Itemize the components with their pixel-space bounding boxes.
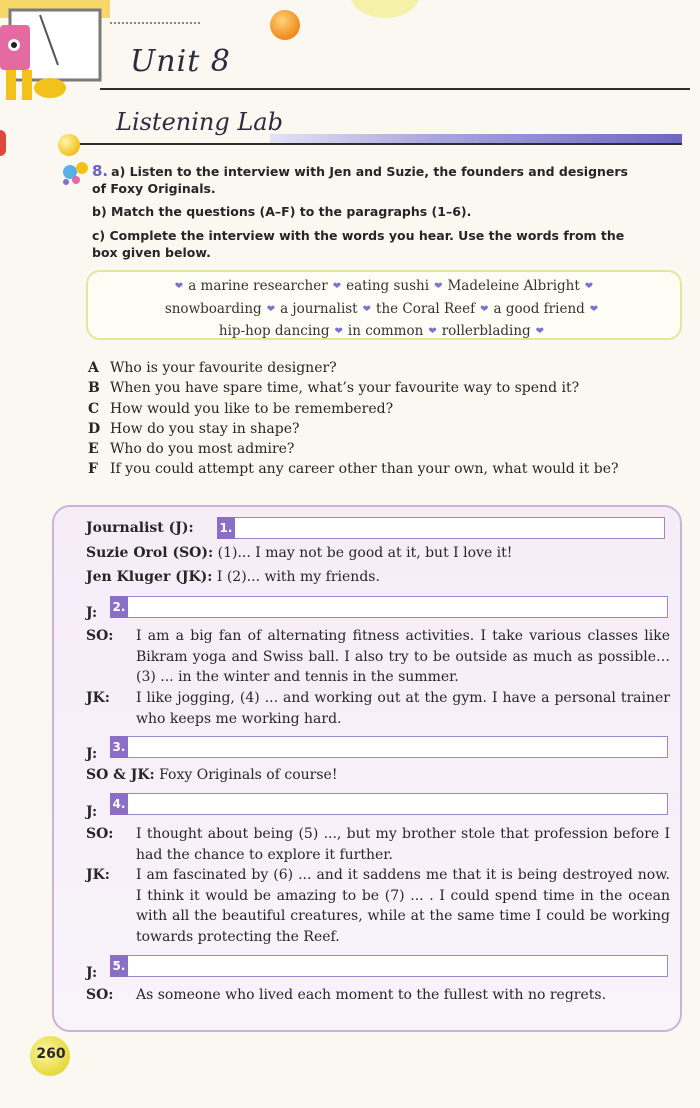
exercise-number: 8. [92, 162, 109, 180]
bullet-icon: ❤ [174, 281, 184, 292]
answer-badge-4: 4. [110, 793, 128, 815]
section-rule [70, 143, 682, 145]
question-letter: F [88, 461, 98, 478]
so-jk-label: SO & JK: [86, 767, 155, 783]
instruction-c-cont: box given below. [92, 245, 211, 260]
question-item [88, 459, 688, 479]
word-box-line-2 [100, 299, 668, 322]
word-box-line-3 [100, 321, 668, 344]
red-edge-decoration [0, 130, 6, 156]
question-letter: D [88, 420, 101, 437]
bullet-icon: ❤ [334, 326, 343, 337]
suzie-label: Suzie Orol (SO): [86, 545, 214, 561]
page-number: 260 [36, 1046, 66, 1062]
jen-label: Jen Kluger (JK): [86, 569, 213, 585]
j-label: J: [86, 965, 98, 981]
answer-badge-5: 5. [110, 955, 128, 977]
answer-field-1[interactable] [217, 517, 665, 539]
answer-badge-1: 1. [217, 517, 235, 539]
question-item [88, 399, 688, 419]
bullet-icon: ❤ [428, 326, 437, 337]
header-rule [100, 88, 690, 90]
question-text: Who is your favourite designer? [110, 360, 337, 376]
so-answer-4: I thought about being (5) ..., but my brother stole that profession before I had the chance to explore it further. [136, 826, 670, 863]
question-text: If you could attempt any career other than your own, what would it be? [110, 461, 619, 478]
bullet-icon: ❤ [266, 303, 276, 315]
word-item: a marine researcher [188, 278, 328, 294]
question-letter: E [88, 441, 99, 458]
question-letter: C [88, 400, 100, 417]
so-answer-2: I am a big fan of alternating fitness activities. I take various classes like Bikram yoga and Swiss ball. I also try to be outside as much as possible… (3) ... in the winter and tennis in the summer. [136, 628, 670, 685]
word-item: snowboarding [164, 300, 262, 317]
word-item: the Coral Reef [376, 300, 476, 317]
bullet-icon: ❤ [362, 303, 372, 315]
bullet-icon: ❤ [535, 326, 545, 337]
whiteboard-mascot-illustration [0, 0, 110, 120]
word-box-line-1 [100, 276, 668, 299]
bullet-icon: ❤ [332, 281, 342, 292]
j-label: J: [86, 605, 98, 621]
so-label: SO: [86, 987, 114, 1003]
jk-answer-2: I like jogging, (4) ... and working out at the gym. I have a personal trainer who keeps me working hard. [136, 690, 670, 727]
j-label: J: [86, 746, 98, 762]
question-text: When you have spare time, what’s your favourite way to spend it? [110, 380, 580, 397]
question-list [88, 358, 688, 480]
word-box [86, 270, 682, 340]
word-item: Madeleine Albright [447, 278, 580, 294]
word-item: hip-hop dancing [218, 323, 330, 339]
unit-title: Unit 8 [130, 44, 231, 79]
so-jk-line [86, 765, 337, 785]
question-item [88, 439, 688, 459]
word-item: in common [347, 323, 424, 339]
jk-answer-4: I am fascinated by (6) ... and it saddens me that it is being destroyed now. I think it would be amazing to be (7) ... . I could spend time in the ocean with all the beautiful creatures, while at the same time I could be working towards protecting the Reef. [136, 867, 670, 945]
so-label: SO: [86, 826, 114, 842]
question-letter: A [88, 360, 99, 376]
so-label: SO: [86, 628, 114, 644]
answer-badge-3: 3. [110, 736, 128, 758]
question-text: How would you like to be remembered? [110, 400, 394, 417]
answer-field-3[interactable] [110, 736, 668, 758]
so-jk-answer-3: Foxy Originals of course! [159, 767, 338, 783]
section-title: Listening Lab [116, 108, 283, 136]
question-text: How do you stay in shape? [110, 420, 300, 437]
question-text: Who do you most admire? [110, 441, 295, 458]
word-item: a good friend [493, 300, 585, 317]
word-item: a journalist [280, 300, 358, 317]
j-label: J: [86, 804, 98, 820]
yellow-arc-decoration [350, 0, 420, 18]
word-item: rollerblading [441, 323, 531, 339]
question-letter: B [88, 380, 100, 397]
dotted-line-decoration [110, 22, 200, 24]
answer-field-4[interactable] [110, 793, 668, 815]
orange-ball-decoration [270, 10, 300, 40]
instruction-a [92, 163, 628, 180]
jen-text-1: I (2)... with my friends. [216, 569, 380, 585]
question-item [88, 419, 688, 439]
instruction-a-cont: of Foxy Originals. [92, 181, 216, 196]
word-item: eating sushi [346, 278, 430, 294]
bullet-icon: ❤ [480, 303, 489, 315]
bullet-icon: ❤ [584, 281, 594, 292]
jen-line [86, 567, 380, 587]
jk-label: JK: [86, 690, 110, 706]
suzie-line [86, 543, 512, 563]
bullet-icon: ❤ [434, 281, 443, 292]
so-answer-5: As someone who lived each moment to the fullest with no regrets. [136, 987, 607, 1003]
instruction-a-line1: a) Listen to the interview with Jen and Suzie, the founders and designers [111, 164, 628, 179]
bullet-icon: ❤ [589, 303, 599, 315]
question-item [88, 378, 688, 398]
jk-label: JK: [86, 867, 110, 883]
journalist-label: Journalist (J): [86, 520, 194, 536]
instruction-b: b) Match the questions (A–F) to the paragraphs (1–6). [92, 204, 472, 219]
answer-field-2[interactable] [110, 596, 668, 618]
headphones-icon [60, 158, 94, 188]
yellow-dot-icon [58, 134, 80, 156]
instruction-c: c) Complete the interview with the words you hear. Use the words from the [92, 228, 625, 243]
answer-field-5[interactable] [110, 955, 668, 977]
suzie-text-1: (1)... I may not be good at it, but I love it! [217, 545, 513, 561]
question-item [88, 358, 688, 378]
answer-badge-2: 2. [110, 596, 128, 618]
